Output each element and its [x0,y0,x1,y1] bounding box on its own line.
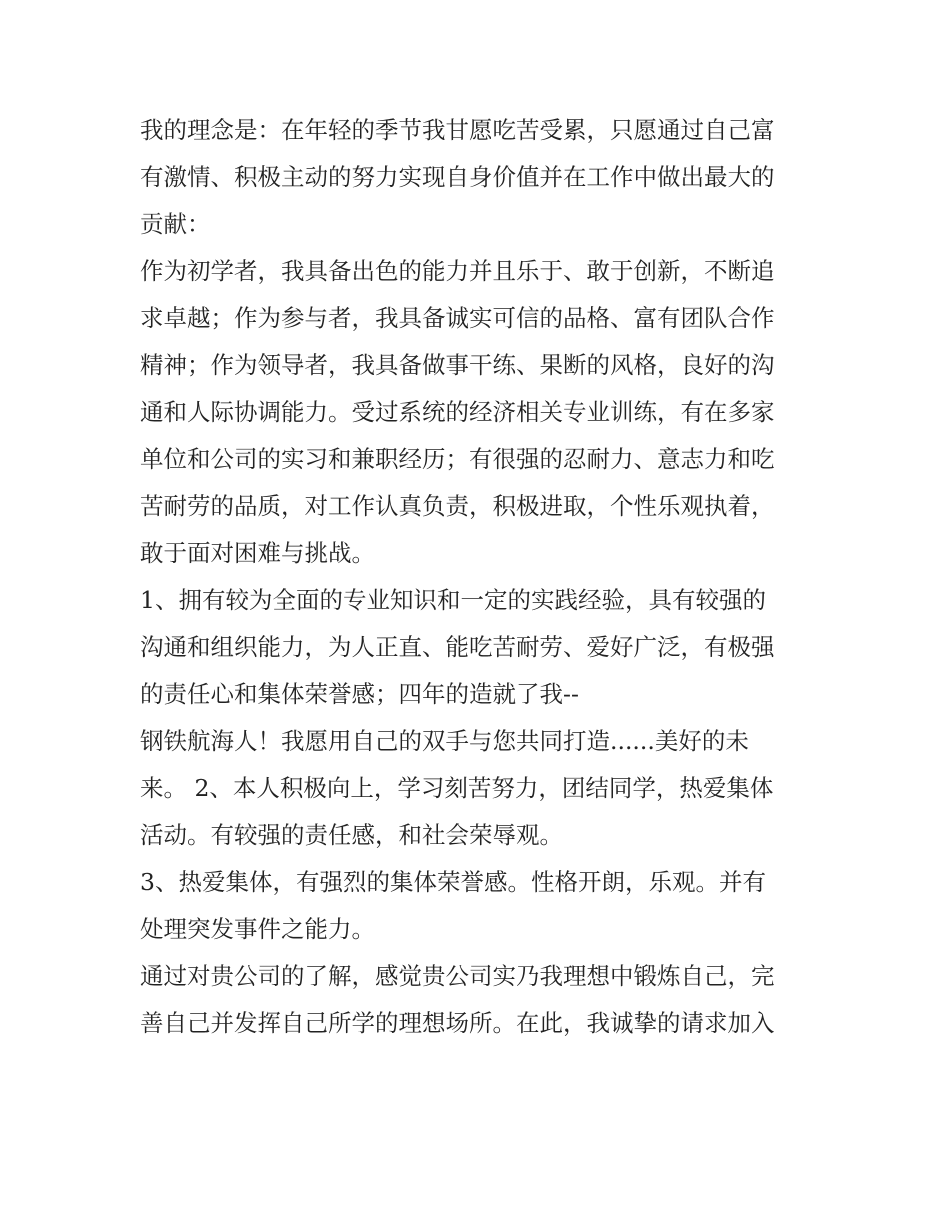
text-line: 敢于面对困难与挑战。 [140,539,375,567]
text-line: 来。 2、本人积极向上，学习刻苦努力，团结同学，热爱集体 [140,774,774,802]
text-line: 钢铁航海人！我愿用自己的双手与您共同打造......美好的未 [140,727,749,755]
text-line: 1、拥有较为全面的专业知识和一定的实践经验，具有较强的 [140,586,766,614]
paragraph-closing [140,953,820,1047]
text-line: 3、热爱集体，有强烈的集体荣誉感。性格开朗，乐观。并有 [140,868,766,896]
text-line: 作为初学者，我具备出色的能力并且乐于、敢于创新，不断追 [140,257,775,285]
text-line: 苦耐劳的品质，对工作认真负责，积极进取，个性乐观执着， [140,492,775,520]
paragraph-point-1 [140,577,820,718]
text-line: 有激情、积极主动的努力实现自身价值并在工作中做出最大的 [140,163,775,191]
text-line: 贡献： [140,210,211,238]
text-line: 单位和公司的实习和兼职经历；有很强的忍耐力、意志力和吃 [140,445,775,473]
document-body [140,107,820,1047]
text-line: 的责任心和集体荣誉感；四年的造就了我-- [140,680,579,708]
text-line: 精神；作为领导者，我具备做事干练、果断的风格，良好的沟 [140,351,775,379]
paragraph-point-3 [140,859,820,953]
paragraph-point-2 [140,718,820,859]
text-line: 求卓越；作为参与者，我具备诚实可信的品格、富有团队合作 [140,304,775,332]
text-line: 沟通和组织能力，为人正直、能吃苦耐劳、爱好广泛，有极强 [140,633,775,661]
paragraph-philosophy [140,107,820,248]
text-line: 通过对贵公司的了解，感觉贵公司实乃我理想中锻炼自己，完 [140,962,775,990]
text-line: 我的理念是：在年轻的季节我甘愿吃苦受累，只愿通过自己富 [140,116,775,144]
text-line: 活动。有较强的责任感，和社会荣辱观。 [140,821,563,849]
text-line: 通和人际协调能力。受过系统的经济相关专业训练，有在多家 [140,398,775,426]
paragraph-self-assessment [140,248,820,577]
text-line: 处理突发事件之能力。 [140,915,375,943]
text-line: 善自己并发挥自己所学的理想场所。在此，我诚挚的请求加入 [140,1009,775,1037]
